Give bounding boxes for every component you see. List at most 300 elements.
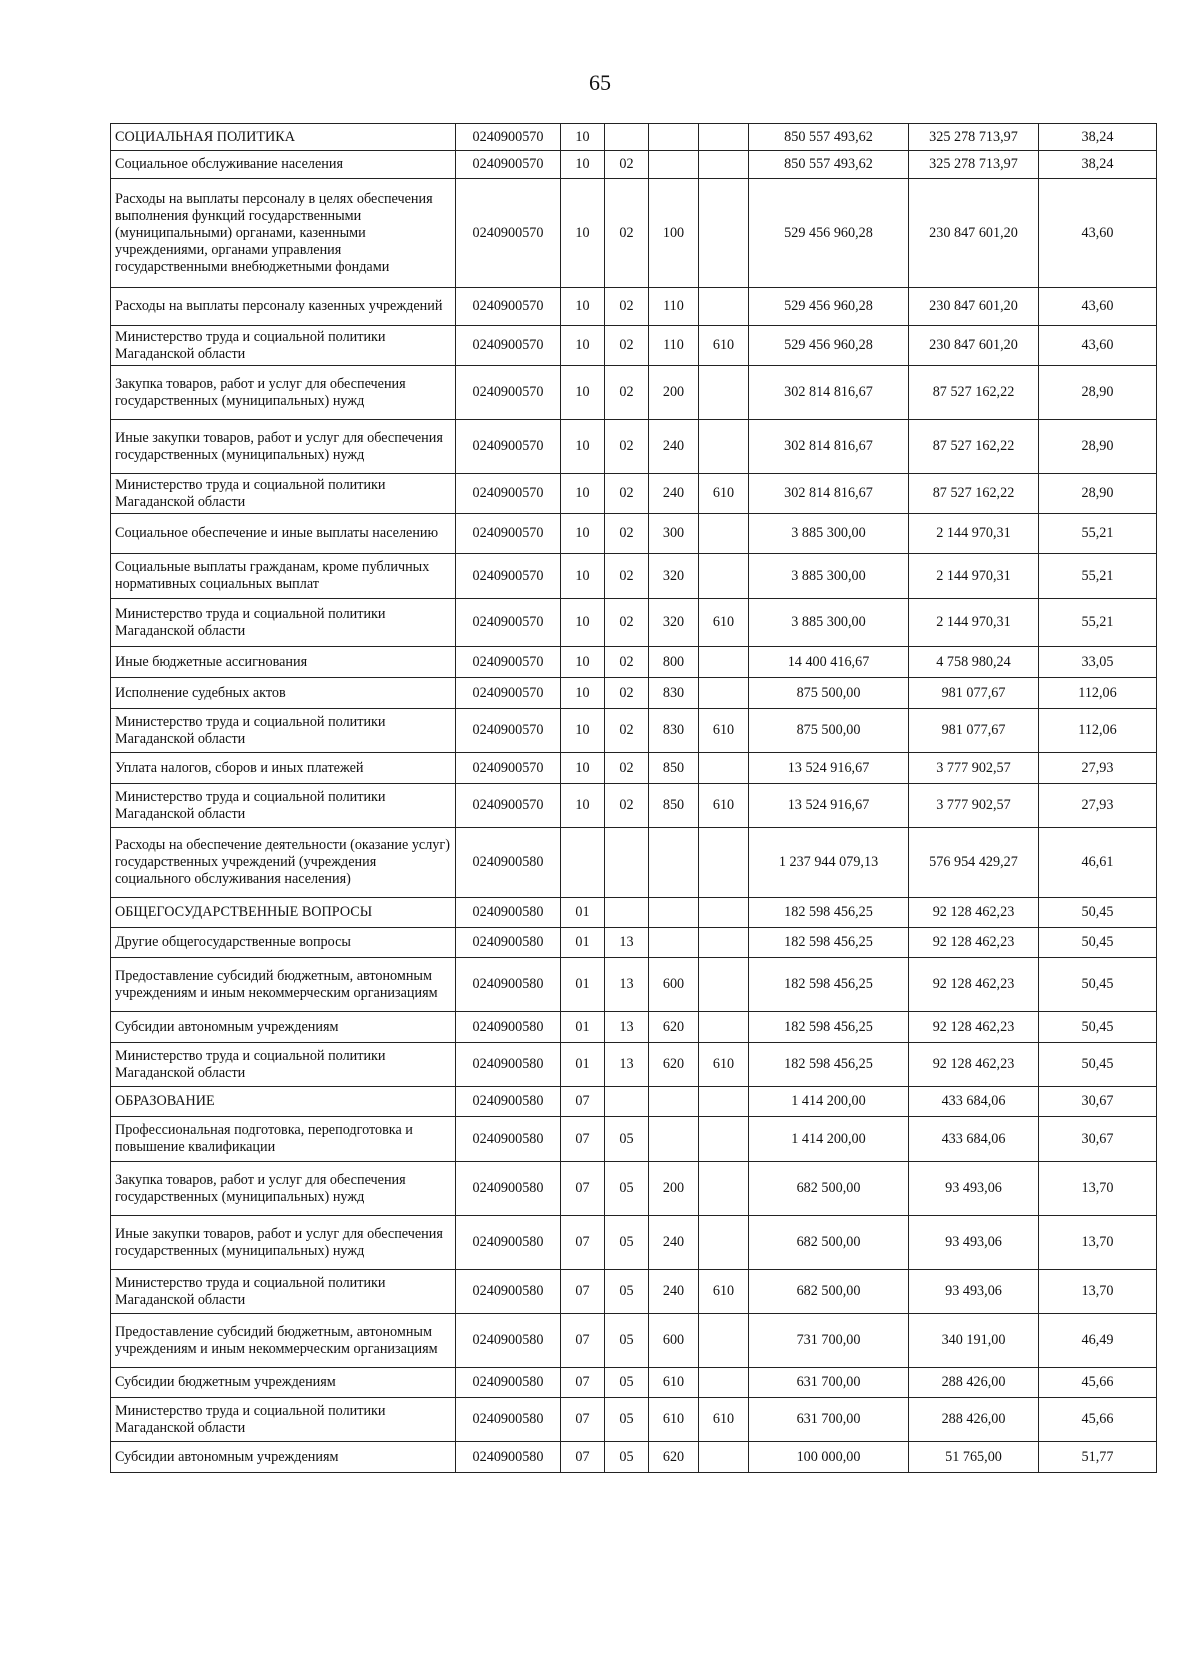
row-target-code: 0240900580: [456, 1216, 561, 1270]
row-name: Министерство труда и социальной политики Магаданской области: [111, 784, 456, 828]
row-subsection: 02: [605, 678, 649, 709]
row-target-code: 0240900580: [456, 1398, 561, 1442]
row-name: Иные закупки товаров, работ и услуг для обеспечения государственных (муниципальных) нужд: [111, 420, 456, 474]
row-admin-code: [699, 1368, 749, 1398]
row-name: Уплата налогов, сборов и иных платежей: [111, 753, 456, 784]
row-target-code: 0240900570: [456, 474, 561, 514]
row-expense-type: 830: [649, 678, 699, 709]
row-percent-executed: 30,67: [1039, 1087, 1157, 1117]
row-section: [561, 828, 605, 898]
table-row: [111, 898, 1157, 928]
row-name: Министерство труда и социальной политики Магаданской области: [111, 474, 456, 514]
table-row: [111, 366, 1157, 420]
row-admin-code: [699, 366, 749, 420]
row-subsection: 02: [605, 288, 649, 326]
row-name: Субсидии автономным учреждениям: [111, 1012, 456, 1043]
row-actual-amount: 2 144 970,31: [909, 599, 1039, 647]
row-expense-type: 830: [649, 709, 699, 753]
row-admin-code: [699, 514, 749, 554]
row-planned-amount: 182 598 456,25: [749, 898, 909, 928]
table-row: [111, 1162, 1157, 1216]
row-section: 07: [561, 1117, 605, 1162]
row-admin-code: [699, 420, 749, 474]
row-planned-amount: 850 557 493,62: [749, 151, 909, 179]
row-planned-amount: 302 814 816,67: [749, 420, 909, 474]
row-subsection: 05: [605, 1270, 649, 1314]
table-row: [111, 1270, 1157, 1314]
table-row: [111, 420, 1157, 474]
row-actual-amount: 93 493,06: [909, 1216, 1039, 1270]
row-name: СОЦИАЛЬНАЯ ПОЛИТИКА: [111, 124, 456, 151]
table-row: [111, 151, 1157, 179]
row-subsection: 13: [605, 1012, 649, 1043]
row-percent-executed: 38,24: [1039, 151, 1157, 179]
row-expense-type: 610: [649, 1368, 699, 1398]
row-section: 01: [561, 928, 605, 958]
row-actual-amount: 4 758 980,24: [909, 647, 1039, 678]
row-admin-code: [699, 179, 749, 288]
row-expense-type: 620: [649, 1442, 699, 1473]
row-planned-amount: 3 885 300,00: [749, 599, 909, 647]
row-actual-amount: 3 777 902,57: [909, 753, 1039, 784]
row-target-code: 0240900580: [456, 1270, 561, 1314]
row-actual-amount: 92 128 462,23: [909, 1012, 1039, 1043]
row-section: 01: [561, 898, 605, 928]
row-percent-executed: 46,49: [1039, 1314, 1157, 1368]
row-subsection: [605, 898, 649, 928]
row-percent-executed: 28,90: [1039, 366, 1157, 420]
row-percent-executed: 33,05: [1039, 647, 1157, 678]
table-row: [111, 474, 1157, 514]
row-percent-executed: 27,93: [1039, 784, 1157, 828]
row-section: 07: [561, 1314, 605, 1368]
row-section: 10: [561, 366, 605, 420]
table-row: [111, 1043, 1157, 1087]
row-subsection: 13: [605, 958, 649, 1012]
row-actual-amount: 92 128 462,23: [909, 928, 1039, 958]
row-admin-code: [699, 928, 749, 958]
row-name: Расходы на обеспечение деятельности (оказание услуг) государственных учреждений (учреждения социального обслуживания населения): [111, 828, 456, 898]
row-section: 07: [561, 1398, 605, 1442]
page-number: 65: [589, 70, 611, 95]
table-row: [111, 326, 1157, 366]
row-percent-executed: 43,60: [1039, 288, 1157, 326]
row-percent-executed: 43,60: [1039, 326, 1157, 366]
row-target-code: 0240900580: [456, 1117, 561, 1162]
row-planned-amount: 182 598 456,25: [749, 928, 909, 958]
row-planned-amount: 13 524 916,67: [749, 753, 909, 784]
row-planned-amount: 875 500,00: [749, 678, 909, 709]
row-expense-type: [649, 828, 699, 898]
row-target-code: 0240900570: [456, 678, 561, 709]
row-expense-type: 600: [649, 958, 699, 1012]
row-expense-type: 610: [649, 1398, 699, 1442]
row-actual-amount: 87 527 162,22: [909, 474, 1039, 514]
row-planned-amount: 302 814 816,67: [749, 366, 909, 420]
row-expense-type: [649, 124, 699, 151]
row-actual-amount: 87 527 162,22: [909, 366, 1039, 420]
row-planned-amount: 731 700,00: [749, 1314, 909, 1368]
row-name: Социальные выплаты гражданам, кроме публичных нормативных социальных выплат: [111, 554, 456, 599]
row-admin-code: 610: [699, 474, 749, 514]
row-expense-type: 320: [649, 554, 699, 599]
row-actual-amount: 340 191,00: [909, 1314, 1039, 1368]
row-section: 10: [561, 709, 605, 753]
row-name: Расходы на выплаты персоналу казенных учреждений: [111, 288, 456, 326]
row-admin-code: [699, 1117, 749, 1162]
table-row: [111, 599, 1157, 647]
table-row: [111, 709, 1157, 753]
row-name: Предоставление субсидий бюджетным, автономным учреждениям и иным некоммерческим организациям: [111, 1314, 456, 1368]
row-target-code: 0240900580: [456, 928, 561, 958]
row-actual-amount: 87 527 162,22: [909, 420, 1039, 474]
row-planned-amount: 13 524 916,67: [749, 784, 909, 828]
row-percent-executed: 28,90: [1039, 474, 1157, 514]
row-name: Министерство труда и социальной политики Магаданской области: [111, 1043, 456, 1087]
row-percent-executed: 45,66: [1039, 1398, 1157, 1442]
row-section: 10: [561, 420, 605, 474]
table-body: [111, 124, 1157, 1473]
row-expense-type: 200: [649, 1162, 699, 1216]
row-subsection: 02: [605, 151, 649, 179]
row-actual-amount: 93 493,06: [909, 1162, 1039, 1216]
row-expense-type: 100: [649, 179, 699, 288]
row-name: Министерство труда и социальной политики Магаданской области: [111, 1398, 456, 1442]
row-section: 01: [561, 1043, 605, 1087]
row-target-code: 0240900570: [456, 709, 561, 753]
row-section: 07: [561, 1216, 605, 1270]
row-section: 10: [561, 784, 605, 828]
row-name: Закупка товаров, работ и услуг для обеспечения государственных (муниципальных) нужд: [111, 366, 456, 420]
row-admin-code: 610: [699, 1398, 749, 1442]
row-subsection: [605, 828, 649, 898]
row-subsection: 05: [605, 1442, 649, 1473]
row-name: Исполнение судебных актов: [111, 678, 456, 709]
row-expense-type: 240: [649, 1270, 699, 1314]
row-planned-amount: 682 500,00: [749, 1270, 909, 1314]
row-admin-code: [699, 1162, 749, 1216]
row-expense-type: 850: [649, 753, 699, 784]
row-planned-amount: 182 598 456,25: [749, 1043, 909, 1087]
row-planned-amount: 3 885 300,00: [749, 554, 909, 599]
row-admin-code: [699, 288, 749, 326]
row-planned-amount: 529 456 960,28: [749, 288, 909, 326]
row-name: Министерство труда и социальной политики Магаданской области: [111, 1270, 456, 1314]
row-admin-code: [699, 678, 749, 709]
row-subsection: 02: [605, 514, 649, 554]
row-expense-type: [649, 898, 699, 928]
row-section: 01: [561, 958, 605, 1012]
row-percent-executed: 50,45: [1039, 898, 1157, 928]
row-expense-type: 320: [649, 599, 699, 647]
row-target-code: 0240900570: [456, 647, 561, 678]
row-name: Закупка товаров, работ и услуг для обеспечения государственных (муниципальных) нужд: [111, 1162, 456, 1216]
row-section: 07: [561, 1087, 605, 1117]
row-target-code: 0240900570: [456, 420, 561, 474]
row-percent-executed: 13,70: [1039, 1270, 1157, 1314]
row-admin-code: [699, 958, 749, 1012]
row-expense-type: [649, 1117, 699, 1162]
table-row: [111, 753, 1157, 784]
row-section: 07: [561, 1368, 605, 1398]
row-actual-amount: 325 278 713,97: [909, 124, 1039, 151]
row-planned-amount: 631 700,00: [749, 1368, 909, 1398]
row-actual-amount: 288 426,00: [909, 1398, 1039, 1442]
row-section: 10: [561, 647, 605, 678]
row-admin-code: 610: [699, 599, 749, 647]
row-name: Другие общегосударственные вопросы: [111, 928, 456, 958]
row-admin-code: 610: [699, 1043, 749, 1087]
row-subsection: 02: [605, 554, 649, 599]
row-section: 10: [561, 124, 605, 151]
row-percent-executed: 112,06: [1039, 678, 1157, 709]
row-subsection: 02: [605, 326, 649, 366]
row-target-code: 0240900580: [456, 958, 561, 1012]
row-percent-executed: 50,45: [1039, 1043, 1157, 1087]
row-planned-amount: 182 598 456,25: [749, 1012, 909, 1043]
row-name: Социальное обеспечение и иные выплаты населению: [111, 514, 456, 554]
row-expense-type: 850: [649, 784, 699, 828]
row-subsection: 02: [605, 753, 649, 784]
table-row: [111, 1314, 1157, 1368]
row-percent-executed: 30,67: [1039, 1117, 1157, 1162]
row-subsection: 05: [605, 1398, 649, 1442]
row-target-code: 0240900580: [456, 1012, 561, 1043]
row-target-code: 0240900580: [456, 898, 561, 928]
row-subsection: 02: [605, 709, 649, 753]
row-section: 10: [561, 514, 605, 554]
row-expense-type: 240: [649, 420, 699, 474]
row-actual-amount: 2 144 970,31: [909, 514, 1039, 554]
row-subsection: 05: [605, 1216, 649, 1270]
row-section: 10: [561, 179, 605, 288]
table-row: [111, 928, 1157, 958]
table-row: [111, 1216, 1157, 1270]
row-expense-type: 600: [649, 1314, 699, 1368]
row-actual-amount: 433 684,06: [909, 1087, 1039, 1117]
table-row: [111, 1012, 1157, 1043]
row-target-code: 0240900570: [456, 151, 561, 179]
row-name: Социальное обслуживание населения: [111, 151, 456, 179]
row-section: 07: [561, 1442, 605, 1473]
table-row: [111, 554, 1157, 599]
table-row: [111, 1117, 1157, 1162]
row-planned-amount: 875 500,00: [749, 709, 909, 753]
table-row: [111, 958, 1157, 1012]
row-planned-amount: 529 456 960,28: [749, 326, 909, 366]
row-subsection: 05: [605, 1314, 649, 1368]
table-row: [111, 1368, 1157, 1398]
row-percent-executed: 43,60: [1039, 179, 1157, 288]
row-admin-code: [699, 828, 749, 898]
row-section: 10: [561, 599, 605, 647]
row-percent-executed: 27,93: [1039, 753, 1157, 784]
row-target-code: 0240900580: [456, 1368, 561, 1398]
row-percent-executed: 112,06: [1039, 709, 1157, 753]
table-row: [111, 514, 1157, 554]
row-target-code: 0240900570: [456, 514, 561, 554]
row-section: 10: [561, 474, 605, 514]
table-row: [111, 124, 1157, 151]
row-section: 10: [561, 151, 605, 179]
row-percent-executed: 13,70: [1039, 1162, 1157, 1216]
row-actual-amount: 576 954 429,27: [909, 828, 1039, 898]
row-percent-executed: 51,77: [1039, 1442, 1157, 1473]
row-admin-code: [699, 151, 749, 179]
row-expense-type: 300: [649, 514, 699, 554]
table-row: [111, 288, 1157, 326]
row-admin-code: [699, 1012, 749, 1043]
row-section: 10: [561, 326, 605, 366]
row-percent-executed: 13,70: [1039, 1216, 1157, 1270]
row-target-code: 0240900570: [456, 326, 561, 366]
row-percent-executed: 45,66: [1039, 1368, 1157, 1398]
row-name: Министерство труда и социальной политики Магаданской области: [111, 326, 456, 366]
row-expense-type: [649, 928, 699, 958]
row-section: 01: [561, 1012, 605, 1043]
row-percent-executed: 55,21: [1039, 554, 1157, 599]
row-admin-code: [699, 1087, 749, 1117]
table-row: [111, 784, 1157, 828]
row-percent-executed: 46,61: [1039, 828, 1157, 898]
row-target-code: 0240900570: [456, 124, 561, 151]
row-percent-executed: 50,45: [1039, 958, 1157, 1012]
row-subsection: 02: [605, 474, 649, 514]
row-name: ОБРАЗОВАНИЕ: [111, 1087, 456, 1117]
row-planned-amount: 1 414 200,00: [749, 1087, 909, 1117]
row-admin-code: 610: [699, 326, 749, 366]
row-actual-amount: 981 077,67: [909, 709, 1039, 753]
row-name: Расходы на выплаты персоналу в целях обеспечения выполнения функций государственными (муниципальными) органами, казенными учреждениями, органами управления государственными внебюджетными фондами: [111, 179, 456, 288]
row-admin-code: 610: [699, 1270, 749, 1314]
row-subsection: 05: [605, 1162, 649, 1216]
row-admin-code: [699, 753, 749, 784]
row-expense-type: 620: [649, 1012, 699, 1043]
row-admin-code: [699, 647, 749, 678]
table-row: [111, 1087, 1157, 1117]
row-expense-type: 110: [649, 288, 699, 326]
row-subsection: 13: [605, 1043, 649, 1087]
row-percent-executed: 55,21: [1039, 514, 1157, 554]
row-admin-code: [699, 1216, 749, 1270]
row-name: Предоставление субсидий бюджетным, автономным учреждениям и иным некоммерческим организациям: [111, 958, 456, 1012]
row-planned-amount: 14 400 416,67: [749, 647, 909, 678]
row-section: 10: [561, 678, 605, 709]
row-target-code: 0240900580: [456, 828, 561, 898]
row-subsection: 13: [605, 928, 649, 958]
row-name: Министерство труда и социальной политики Магаданской области: [111, 709, 456, 753]
row-name: Иные закупки товаров, работ и услуг для обеспечения государственных (муниципальных) нужд: [111, 1216, 456, 1270]
row-name: ОБЩЕГОСУДАРСТВЕННЫЕ ВОПРОСЫ: [111, 898, 456, 928]
row-planned-amount: 182 598 456,25: [749, 958, 909, 1012]
row-target-code: 0240900570: [456, 784, 561, 828]
row-name: Иные бюджетные ассигнования: [111, 647, 456, 678]
row-subsection: 05: [605, 1117, 649, 1162]
row-expense-type: [649, 1087, 699, 1117]
row-target-code: 0240900580: [456, 1442, 561, 1473]
row-planned-amount: 682 500,00: [749, 1216, 909, 1270]
row-subsection: 05: [605, 1368, 649, 1398]
row-admin-code: [699, 898, 749, 928]
row-percent-executed: 55,21: [1039, 599, 1157, 647]
row-target-code: 0240900570: [456, 599, 561, 647]
row-percent-executed: 50,45: [1039, 1012, 1157, 1043]
row-expense-type: 110: [649, 326, 699, 366]
row-section: 10: [561, 554, 605, 599]
row-target-code: 0240900570: [456, 366, 561, 420]
row-actual-amount: 93 493,06: [909, 1270, 1039, 1314]
row-expense-type: 620: [649, 1043, 699, 1087]
row-percent-executed: 50,45: [1039, 928, 1157, 958]
row-expense-type: 240: [649, 1216, 699, 1270]
row-actual-amount: 981 077,67: [909, 678, 1039, 709]
row-subsection: [605, 1087, 649, 1117]
row-section: 07: [561, 1162, 605, 1216]
row-name: Субсидии автономным учреждениям: [111, 1442, 456, 1473]
row-actual-amount: 325 278 713,97: [909, 151, 1039, 179]
row-name: Субсидии бюджетным учреждениям: [111, 1368, 456, 1398]
row-planned-amount: 682 500,00: [749, 1162, 909, 1216]
row-target-code: 0240900580: [456, 1043, 561, 1087]
row-admin-code: [699, 1314, 749, 1368]
row-planned-amount: 302 814 816,67: [749, 474, 909, 514]
row-name: Профессиональная подготовка, переподготовка и повышение квалификации: [111, 1117, 456, 1162]
row-target-code: 0240900570: [456, 554, 561, 599]
table-row: [111, 1442, 1157, 1473]
row-planned-amount: 1 237 944 079,13: [749, 828, 909, 898]
table-row: [111, 828, 1157, 898]
row-actual-amount: 92 128 462,23: [909, 958, 1039, 1012]
row-planned-amount: 100 000,00: [749, 1442, 909, 1473]
row-actual-amount: 288 426,00: [909, 1368, 1039, 1398]
row-actual-amount: 92 128 462,23: [909, 898, 1039, 928]
row-subsection: [605, 124, 649, 151]
budget-table: [110, 123, 1157, 1473]
row-expense-type: [649, 151, 699, 179]
row-section: 07: [561, 1270, 605, 1314]
row-target-code: 0240900580: [456, 1162, 561, 1216]
row-actual-amount: 2 144 970,31: [909, 554, 1039, 599]
row-admin-code: [699, 124, 749, 151]
table-row: [111, 1398, 1157, 1442]
row-subsection: 02: [605, 599, 649, 647]
row-expense-type: 800: [649, 647, 699, 678]
row-expense-type: 240: [649, 474, 699, 514]
row-percent-executed: 28,90: [1039, 420, 1157, 474]
row-subsection: 02: [605, 784, 649, 828]
row-actual-amount: 92 128 462,23: [909, 1043, 1039, 1087]
row-planned-amount: 529 456 960,28: [749, 179, 909, 288]
row-target-code: 0240900580: [456, 1087, 561, 1117]
row-admin-code: 610: [699, 784, 749, 828]
row-target-code: 0240900570: [456, 753, 561, 784]
row-actual-amount: 3 777 902,57: [909, 784, 1039, 828]
row-planned-amount: 850 557 493,62: [749, 124, 909, 151]
row-actual-amount: 51 765,00: [909, 1442, 1039, 1473]
row-target-code: 0240900570: [456, 179, 561, 288]
row-admin-code: 610: [699, 709, 749, 753]
row-planned-amount: 631 700,00: [749, 1398, 909, 1442]
table-row: [111, 179, 1157, 288]
row-admin-code: [699, 554, 749, 599]
row-actual-amount: 230 847 601,20: [909, 288, 1039, 326]
row-admin-code: [699, 1442, 749, 1473]
row-actual-amount: 230 847 601,20: [909, 326, 1039, 366]
row-section: 10: [561, 753, 605, 784]
row-actual-amount: 230 847 601,20: [909, 179, 1039, 288]
row-percent-executed: 38,24: [1039, 124, 1157, 151]
row-subsection: 02: [605, 366, 649, 420]
